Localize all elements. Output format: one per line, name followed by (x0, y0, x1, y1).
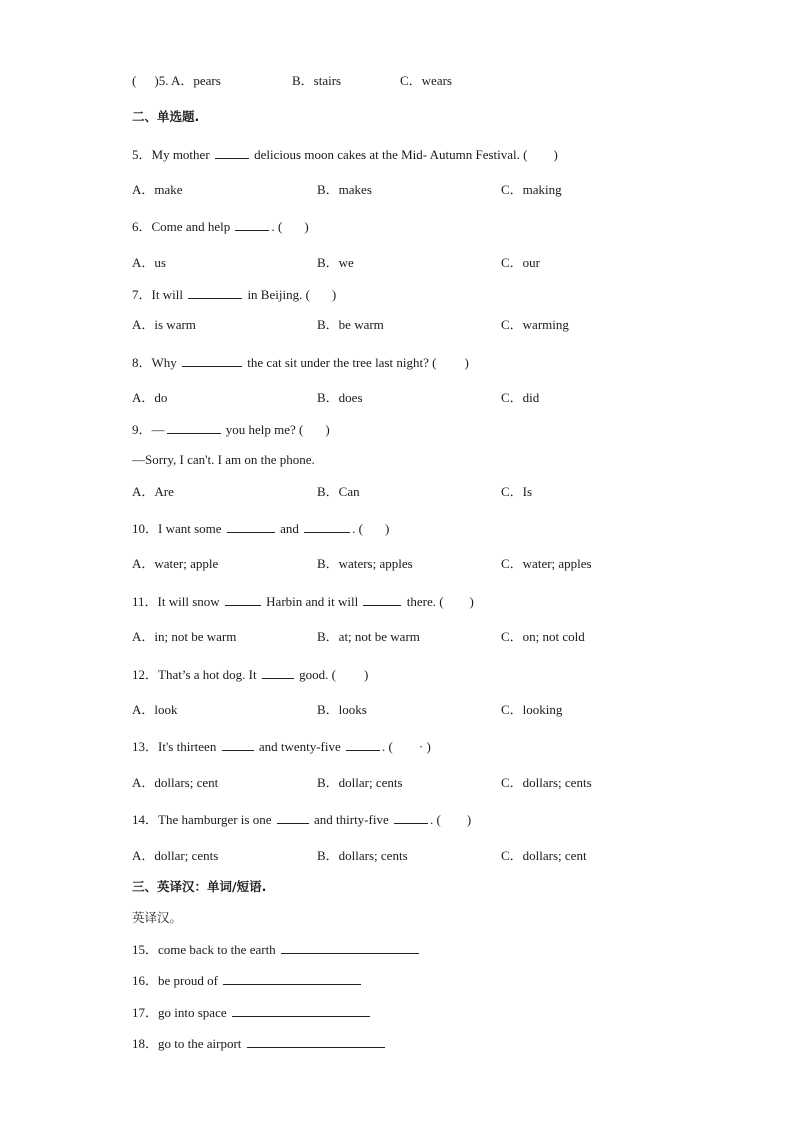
answer-blank (277, 811, 309, 824)
answer-blank (223, 972, 361, 985)
option-a: A．dollar; cents (132, 848, 219, 863)
answer-blank (188, 286, 242, 299)
answer-blank (235, 218, 269, 231)
question-17: 17．go into space (132, 1004, 372, 1021)
question-18: 18．go to the airport (132, 1035, 387, 1052)
answer-blank (304, 520, 350, 533)
section-3-instruction: 英译汉。 (132, 910, 183, 925)
section-3-title: 三、英译汉：单词/短语. (132, 879, 267, 894)
question-9: 9．— you help me? ( ) (132, 422, 330, 437)
question-7: 7．It will in Beijing. ( ) (132, 287, 337, 302)
option-b: B．waters; apples (317, 556, 413, 571)
option-a: A．water; apple (132, 556, 219, 571)
question-15: 15．come back to the earth (132, 941, 421, 958)
option-a: 5. A．pears (158, 73, 221, 88)
option-a: A．is warm (132, 317, 196, 332)
option-b: B．looks (317, 702, 367, 717)
option-a: A．dollars; cent (132, 775, 219, 790)
answer-blank (262, 666, 294, 679)
option-c: C．did (501, 390, 540, 405)
answer-blank (394, 811, 428, 824)
answer-blank (247, 1035, 385, 1048)
answer-blank (227, 520, 275, 533)
option-c: C．dollars; cents (501, 775, 592, 790)
answer-blank (232, 1004, 370, 1017)
option-c: C．Is (501, 484, 533, 499)
option-a: A．Are (132, 484, 174, 499)
option-b: B．does (317, 390, 363, 405)
section-2-title: 二、单选题. (132, 109, 200, 124)
option-b: B．dollar; cents (317, 775, 403, 790)
option-a: A．do (132, 390, 168, 405)
option-c: C．looking (501, 702, 563, 717)
option-b: B．stairs (292, 73, 342, 88)
option-c: C．our (501, 255, 541, 270)
question-6: 6．Come and help . ( ) (132, 219, 309, 234)
answer-blank (225, 593, 261, 606)
option-b: B．makes (317, 182, 372, 197)
answer-blank (363, 593, 401, 606)
option-a: A．look (132, 702, 178, 717)
option-c: C．on; not cold (501, 629, 585, 644)
question-14: 14．The hamburger is one and thirty-five . ( ) (132, 812, 472, 827)
question-11: 11．It will snow Harbin and it will there. ( ) (132, 594, 474, 609)
answer-blank (346, 738, 380, 751)
question-9-response: —Sorry, I can't. I am on the phone. (132, 452, 315, 467)
option-c: C．water; apples (501, 556, 592, 571)
answer-blank (222, 738, 254, 751)
option-c: C．making (501, 182, 562, 197)
option-c: C．warming (501, 317, 569, 332)
option-b: B．we (317, 255, 354, 270)
option-a: A．make (132, 182, 183, 197)
option-c: C．dollars; cent (501, 848, 587, 863)
answer-blank (167, 421, 221, 434)
option-a: A．us (132, 255, 166, 270)
option-b: B．be warm (317, 317, 384, 332)
question-5-partial: ( )5. A．pears (132, 73, 221, 88)
answer-blank (215, 146, 249, 159)
question-10: 10．I want some and . ( ) (132, 521, 390, 536)
answer-blank (182, 354, 242, 367)
option-c: C．wears (400, 73, 452, 88)
question-16: 16．be proud of (132, 972, 363, 989)
option-b: B．at; not be warm (317, 629, 420, 644)
option-a: A．in; not be warm (132, 629, 237, 644)
option-b: B．dollars; cents (317, 848, 408, 863)
question-13: 13．It's thirteen and twenty-five . ( · ) (132, 739, 431, 754)
option-b: B．Can (317, 484, 360, 499)
question-5: 5．My mother delicious moon cakes at the Mid- Autumn Festival. ( ) (132, 147, 558, 162)
answer-blank (281, 941, 419, 954)
question-12: 12．That’s a hot dog. It good. ( ) (132, 667, 369, 682)
question-8: 8．Why the cat sit under the tree last night? ( ) (132, 355, 469, 370)
